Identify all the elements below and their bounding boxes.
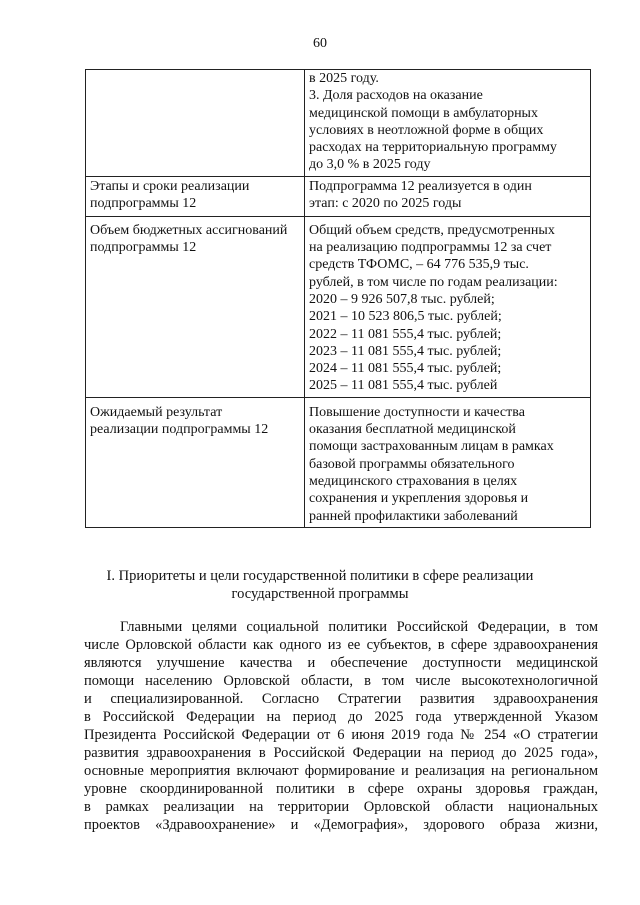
cell-text-line: этап: с 2020 по 2025 годы: [309, 196, 462, 212]
table-row: [86, 176, 591, 216]
cell-text-line: подпрограммы 12: [90, 240, 197, 256]
cell-text-line: условиях в неотложной форме в общих: [309, 122, 544, 138]
cell-text-line: Объем бюджетных ассигнований: [90, 222, 288, 238]
table-row: [86, 216, 591, 397]
page-number: 60: [313, 36, 327, 51]
cell-text-line: 3. Доля расходов на оказание: [309, 88, 483, 104]
table-cell-label: [86, 70, 305, 177]
cell-text-line: 2020 – 9 926 507,8 тыс. рублей;: [309, 291, 495, 307]
cell-text-line: подпрограммы 12: [90, 196, 197, 212]
subprogram-passport-table: [85, 69, 591, 528]
cell-text-line: Повышение доступности и качества: [309, 404, 525, 420]
cell-text-line: 2024 – 11 081 555,4 тыс. рублей;: [309, 361, 502, 377]
table-row: [86, 397, 591, 527]
cell-text-line: Этапы и сроки реализации: [90, 178, 250, 194]
table-cell-value: [305, 216, 591, 397]
cell-text-line: базовой программы обязательного: [309, 456, 515, 472]
cell-text-line: 2022 – 11 081 555,4 тыс. рублей;: [309, 326, 502, 342]
heading-line: государственной программы: [231, 586, 409, 602]
paragraph-line: в Российской Федерации на период до 2025 года утвержденной Указом: [84, 709, 598, 725]
paragraph-line: Президента Российской Федерации от 6 июня 2019 года № 254 «О стратегии: [84, 727, 598, 743]
cell-text-line: на реализацию подпрограммы 12 за счет: [309, 240, 552, 256]
table-cell-value: [305, 70, 591, 177]
cell-text-line: оказания бесплатной медицинской: [309, 422, 516, 438]
cell-text-line: расходах на территориальную программу: [309, 140, 557, 156]
paragraph-line: в рамках реализации на территории Орловской области национальных: [84, 799, 598, 815]
cell-text-line: 2025 – 11 081 555,4 тыс. рублей: [309, 378, 498, 394]
cell-text-line: медицинской помощи в амбулаторных: [309, 105, 538, 121]
table-cell-label: [86, 397, 305, 527]
cell-text-line: реализации подпрограммы 12: [90, 422, 269, 438]
cell-text-line: рублей, в том числе по годам реализации:: [309, 274, 558, 290]
table-cell-label: [86, 216, 305, 397]
cell-text-line: Ожидаемый результат: [90, 404, 223, 420]
heading-line: I. Приоритеты и цели государственной политики в сфере реализации: [106, 568, 534, 584]
paragraph-line: помощи населению Орловской области, в том числе высокотехнологичной: [84, 673, 598, 689]
section-heading: [60, 567, 580, 603]
table-row: [86, 70, 591, 177]
paragraph-line: развития здравоохранения в Российской Федерации на период до 2025 года»,: [84, 745, 598, 761]
cell-text-line: 2023 – 11 081 555,4 тыс. рублей;: [309, 343, 502, 359]
cell-text-line: сохранения и укрепления здоровья и: [309, 491, 529, 507]
paragraph-line: Главными целями социальной политики Российской Федерации, в том: [120, 619, 598, 635]
table-cell-label: [86, 176, 305, 216]
cell-text-line: 2021 – 10 523 806,5 тыс. рублей;: [309, 309, 502, 325]
cell-text-line: в 2025 году.: [309, 71, 379, 86]
section-paragraph: [84, 618, 598, 834]
paragraph-line: являются улучшение качества и обеспечение доступности медицинской: [84, 655, 598, 671]
paragraph-line: проектов «Здравоохранение» и «Демография», здорового образа жизни,: [84, 817, 598, 833]
cell-text-line: ранней профилактики заболеваний: [309, 508, 518, 524]
table-cell-value: [305, 176, 591, 216]
paragraph-line: и специализированной. Согласно Стратегии развития здравоохранения: [84, 691, 598, 707]
cell-text-line: Общий объем средств, предусмотренных: [309, 222, 555, 238]
cell-text-line: Подпрограмма 12 реализуется в один: [309, 178, 532, 194]
cell-text-line: до 3,0 % в 2025 году: [309, 157, 431, 173]
table-cell-value: [305, 397, 591, 527]
paragraph-line: уровне скоординированной политики в сфере охраны здоровья граждан,: [84, 781, 598, 797]
paragraph-line: числе Орловской области как одного из ее субъектов, в сфере здравоохранения: [84, 637, 598, 653]
cell-text-line: помощи застрахованным лицам в рамках: [309, 439, 554, 455]
cell-text-line: средств ТФОМС, – 64 776 535,9 тыс.: [309, 257, 529, 273]
paragraph-line: основные мероприятия включают формирование и реализация на региональном: [84, 763, 598, 779]
cell-text-line: медицинского страхования в целях: [309, 473, 518, 489]
